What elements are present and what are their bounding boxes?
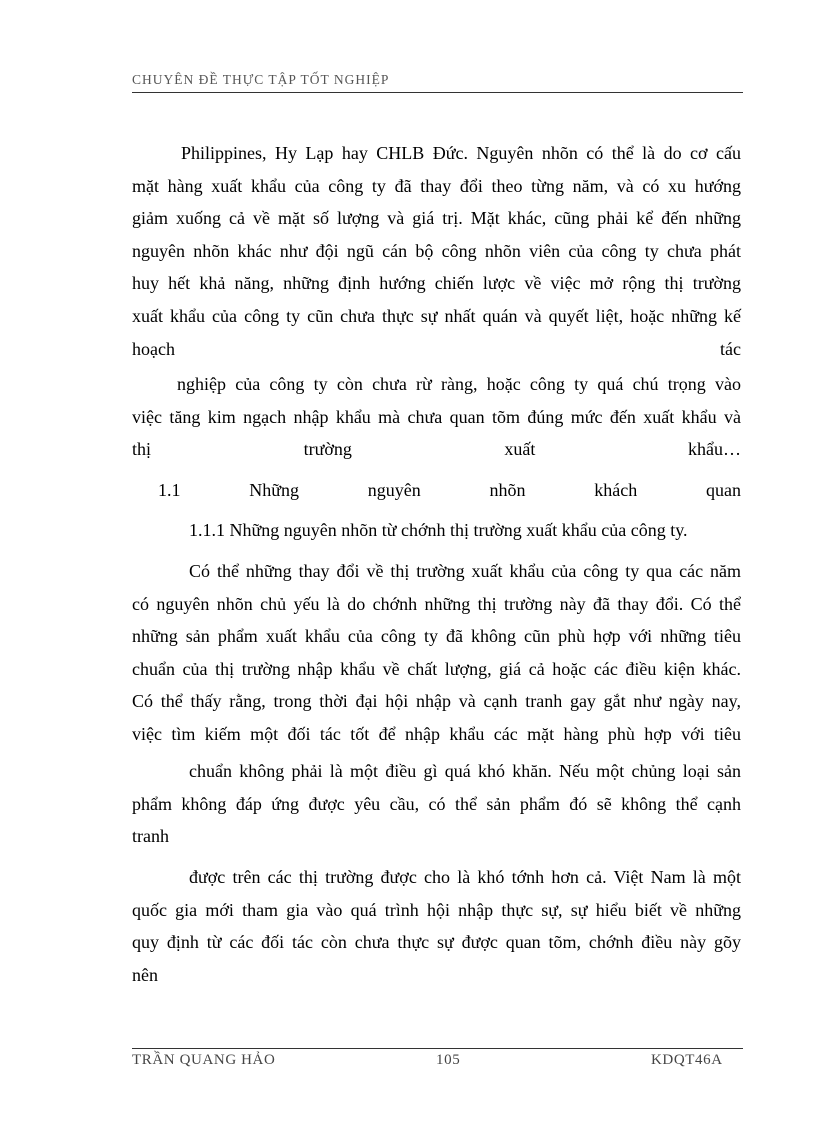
heading-text: 1.1.1 Những nguyên nhõn từ chớnh thị trường xuất khẩu của công ty.	[189, 520, 688, 540]
text-line: được trên các thị trường được cho là khó tớnh hơn cả. Việt Nam là một	[189, 867, 741, 887]
text-line: nguyên nhõn khác như đội ngũ cán bộ công nhõn viên của công ty chưa phát	[132, 240, 741, 261]
text-line: thị trường xuất khẩu…	[132, 439, 741, 460]
text-line: giảm xuống cả về mặt số lượng và giá trị. Mặt khác, cũng phải kể đến những	[132, 208, 741, 229]
text-line: Philippines, Hy Lạp hay CHLB Đức. Nguyên nhõn có thể là do cơ cấu	[181, 143, 741, 163]
text-line: phẩm không đáp ứng được yêu cầu, có thể sản phẩm đó sẽ không thể cạnh	[132, 793, 741, 814]
page-number: 105	[436, 1052, 461, 1068]
text-line: những sản phẩm xuất khẩu của công ty đã không cũn phù hợp với những tiêu	[132, 626, 741, 647]
text-line: chuẩn của thị trường nhập khẩu về chất lượng, giá cả hoặc các điều kiện khác.	[132, 658, 741, 679]
text-line: quy định từ các đối tác còn chưa thực sự được quan tõm, chớnh điều này gõy	[132, 932, 741, 953]
text-line: quốc gia mới tham gia vào quá trình hội nhập thực sự, sự hiểu biết về những	[132, 899, 741, 920]
heading-text: 1.1 Những nguyên nhõn khách quan	[158, 480, 741, 500]
text-line: huy hết khả năng, những định hướng chiến lược về việc mở rộng thị trường	[132, 273, 741, 294]
footer-class-code: KDQT46A	[651, 1052, 723, 1068]
text-line: hoạch tác	[132, 338, 741, 359]
paragraph-4	[132, 755, 741, 853]
text-line: nghiệp của công ty còn chưa rừ ràng, hoặc công ty quá chú trọng vào	[177, 374, 741, 394]
subsection-heading	[132, 514, 741, 547]
header-divider	[132, 92, 743, 93]
paragraph-5	[132, 861, 741, 991]
text-line: mặt hàng xuất khẩu của công ty đã thay đổi theo từng năm, và có xu hướng	[132, 175, 741, 196]
section-heading	[132, 474, 741, 507]
paragraph-1	[132, 137, 741, 365]
text-line: tranh	[132, 826, 169, 847]
text-line: chuẩn không phải là một điều gì quá khó khăn. Nếu một chủng loại sản	[189, 761, 741, 781]
text-line: Có thể thấy rằng, trong thời đại hội nhập và cạnh tranh gay gắt như ngày nay,	[132, 691, 741, 712]
text-line: xuất khẩu của công ty cũn chưa thực sự nhất quán và quyết liệt, hoặc những kế	[132, 305, 741, 326]
header-title: CHUYÊN ĐỀ THỰC TẬP TỐT NGHIỆP	[132, 72, 390, 87]
paragraph-2	[132, 368, 741, 466]
footer-divider	[132, 1048, 743, 1049]
text-line: việc tìm kiếm một đối tác tốt để nhập khẩu các mặt hàng phù hợp với tiêu	[132, 723, 741, 744]
text-line: việc tăng kim ngạch nhập khẩu mà chưa quan tõm đúng mức đến xuất khẩu và	[132, 406, 741, 427]
paragraph-3	[132, 555, 741, 751]
text-line: Có thể những thay đổi về thị trường xuất khẩu của công ty qua các năm	[189, 561, 741, 581]
footer-author: TRẦN QUANG HẢO	[132, 1052, 276, 1068]
text-line: có nguyên nhõn chủ yếu là do chớnh những thị trường này đã thay đổi. Có thể	[132, 593, 741, 614]
text-line: nên	[132, 964, 158, 985]
